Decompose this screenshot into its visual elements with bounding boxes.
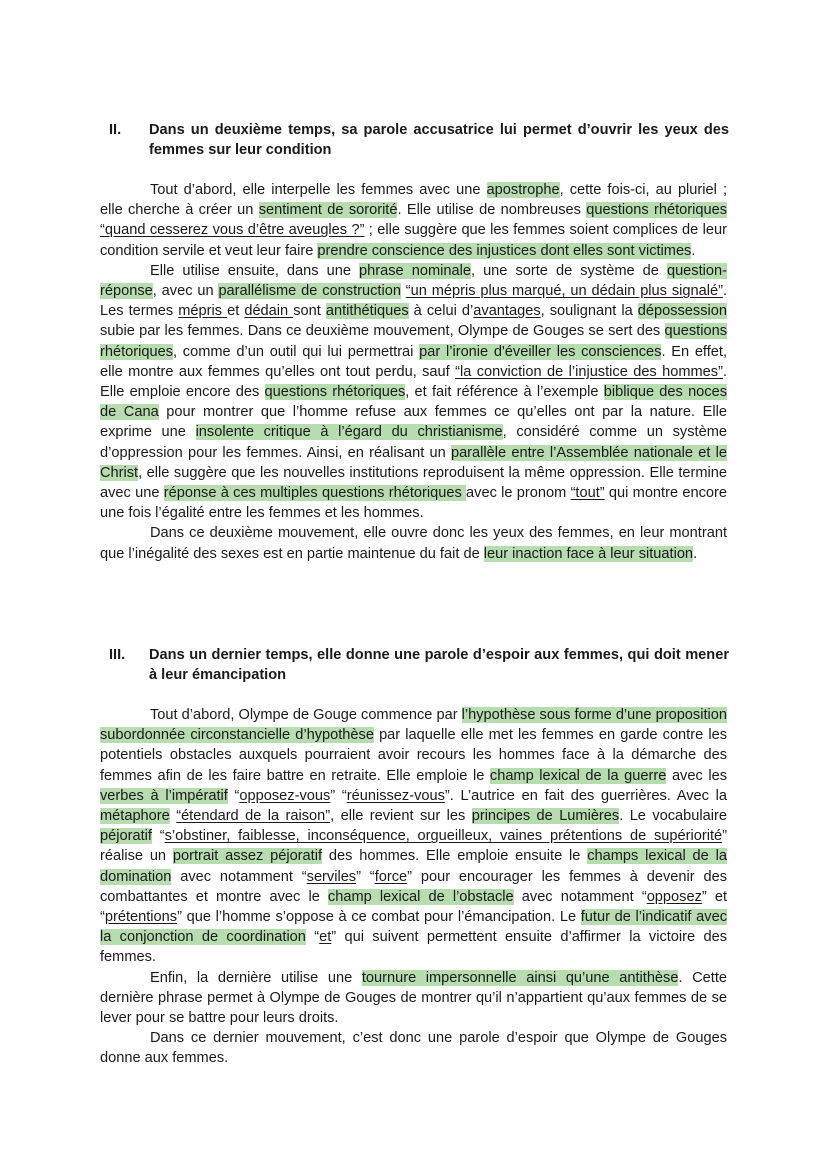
section-3-paragraph-2: Enfin, la dernière utilise une tournure impersonnelle ainsi qu’une antithèse. Cette dernière phrase permet à Olympe de Gouges de montrer qu’il n’appartient qu’aux femmes de se lever pour se battre pour leurs droits. xyxy=(100,969,727,1027)
highlight: phrase nominale xyxy=(359,262,471,279)
highlight: questions rhétoriques xyxy=(586,202,727,219)
highlight: réponse à ces multiples questions rhétoriques xyxy=(163,485,467,502)
underlined-word: réunissez-vous xyxy=(346,787,445,804)
highlight: péjoratif xyxy=(100,828,152,845)
underlined-quote: s’obstiner, faiblesse, inconséquence, orgueilleux, vaines prétentions de supériorité xyxy=(164,828,723,845)
highlight: métaphore xyxy=(100,808,170,825)
underlined-word: dédain xyxy=(244,303,294,320)
highlight: apostrophe xyxy=(486,182,560,198)
section-3-paragraph-1: Tout d’abord, Olympe de Gouge commence par l’hypothèse sous forme d’une proposition subordonnée circonstancielle d’hypothèse par laquelle elle met les femmes en garde contre les potentiels obstacles auxquels pourraient avoir recours les hommes face à la démarche des femmes afin de les faire battre en retraite. Elle emploie le champ lexical de la guerre avec les verbes à l’impératif “opposez-vous” “réunissez-vous”. L’autrice en fait des guerrières. Avec la métaphore “étendard de la raison”, elle revient sur les principes de Lumières. Le vocabulaire péjoratif “s’obstiner, faiblesse, inconséquence, orgueilleux, vaines prétentions de supériorité” réalise un portrait assez péjoratif des hommes. Elle emploie ensuite le champs lexical de la domination avec notamment “serviles” “force” pour encourager les femmes à devenir des combattantes et montre avec le champ lexical de l’obstacle avec notamment “opposez” et “prétentions” que l’homme s’oppose à ce combat pour l’émancipation. Le futur de l’indicatif avec la conjonction de coordination “et” qui suivent permettent ensuite d’affirmer la victoire des femmes. xyxy=(100,707,728,966)
highlight: portrait assez péjoratif xyxy=(172,848,323,865)
section-3-title: Dans un dernier temps, elle donne une parole d’espoir aux femmes, qui doit mener à leur émancipation xyxy=(149,647,729,683)
section-3-number: III. xyxy=(109,647,126,663)
section-2-paragraph-2: Elle utilise ensuite, dans une phrase nominale, une sorte de système de question-réponse, avec un parallélisme de construction “un mépris plus marqué, un dédain plus signalé”. Les termes mépris et dédain sont antithétiques à celui d’avantages, soulignant la dépossession subie par les femmes. Dans ce deuxième mouvement, Olympe de Gouges se sert des questions rhétoriques, comme d’un outil qui lui permettrai par l’ironie d'éveiller les consciences. En effet, elle montre aux femmes qu’elles ont tout perdu, sauf “la conviction de l’injustice des hommes”. Elle emploie encore des questions rhétoriques, et fait référence à l’exemple biblique des noces de Cana pour montrer que l’homme refuse aux femmes ce qu’elles ont par la nature. Elle exprime une insolente critique à l’égard du christianisme, considéré comme un système d’oppression pour les femmes. Ainsi, en réalisant un parallèle entre l’Assemblée nationale et le Christ, elle suggère que les nouvelles institutions reproduisent la même oppression. Elle termine avec une réponse à ces multiples questions rhétoriques avec le pronom “tout” qui montre encore une fois l’égalité entre les femmes et les hommes. xyxy=(100,262,728,522)
highlight: champ lexical de l’obstacle xyxy=(327,888,514,905)
highlight: futur de l’indicatif avec la conjonction de coordination xyxy=(100,909,727,946)
underlined-quote: “quand cesserez vous d’être aveugles ?” xyxy=(100,222,365,239)
underlined-word: force xyxy=(374,868,408,885)
underlined-word: avantages xyxy=(473,303,541,320)
highlight: biblique des noces de Cana xyxy=(100,384,728,421)
highlight: principes de Lumières xyxy=(471,808,620,825)
highlight: sentiment de sororité xyxy=(258,202,398,219)
underlined-quote: “étendard de la raison” xyxy=(176,808,331,825)
highlight: question-réponse xyxy=(100,262,727,300)
underlined-word: opposez-vous xyxy=(239,787,331,804)
highlight: parallélisme de construction xyxy=(218,283,401,300)
highlight: verbes à l’impératif xyxy=(100,787,228,804)
highlight: leur inaction face à leur situation xyxy=(483,545,694,562)
highlight: insolente critique à l’égard du christianisme xyxy=(195,424,503,441)
underlined-word: mépris xyxy=(178,303,228,320)
underlined-word: serviles xyxy=(306,868,357,885)
section-2-paragraph-1: Tout d’abord, elle interpelle les femmes avec une apostrophe, cette fois-ci, au pluriel ; elle cherche à créer un sentiment de sororité. Elle utilise de nombreuses questions rhétoriques “quand cesserez vous d’être aveugles ?” ; elle suggère que les femmes soient complices de leur condition servile et veut leur faire prendre conscience des injustices dont elles sont victimes. xyxy=(100,182,727,259)
highlight: par l’ironie d'éveiller les consciences xyxy=(419,343,662,360)
highlight: tournure impersonnelle ainsi qu’une antithèse xyxy=(361,969,679,986)
underlined-quote: “tout” xyxy=(570,485,605,502)
highlight: parallèle entre l’Assemblée nationale et le Christ xyxy=(100,444,727,481)
section-2-paragraph-3: Dans ce deuxième mouvement, elle ouvre donc les yeux des femmes, en leur montrant que l’inégalité des sexes est en partie maintenue du fait de leur inaction face à leur situation. xyxy=(100,525,727,562)
section-2-title: Dans un deuxième temps, sa parole accusatrice lui permet d’ouvrir les yeux des femmes sur leur condition xyxy=(149,122,729,158)
underlined-quote: “la conviction de l’injustice des hommes” xyxy=(455,363,723,380)
highlight: l’hypothèse sous forme d’une proposition subordonnée circonstancielle d’hypothèse xyxy=(100,707,727,744)
section-3-paragraph-3: Dans ce dernier mouvement, c’est donc une parole d’espoir que Olympe de Gouges donne aux femmes. xyxy=(100,1030,727,1067)
highlight: antithétiques xyxy=(325,303,409,320)
underlined-quote: “un mépris plus marqué, un dédain plus signalé” xyxy=(405,283,723,300)
highlight: questions rhétoriques xyxy=(100,323,727,360)
highlight: prendre conscience des injustices dont elles sont victimes xyxy=(317,242,692,259)
highlight: questions rhétoriques xyxy=(264,384,406,401)
highlight: dépossession xyxy=(637,303,727,320)
underlined-word: opposez xyxy=(646,888,702,905)
highlight: champs lexical de la domination xyxy=(100,848,727,885)
underlined-word: prétentions xyxy=(104,909,178,926)
section-3-body xyxy=(100,705,727,1069)
highlight: champ lexical de la guerre xyxy=(489,767,667,784)
section-2-body xyxy=(100,180,727,564)
underlined-word: et xyxy=(319,929,332,946)
section-2-number: II. xyxy=(109,122,122,138)
